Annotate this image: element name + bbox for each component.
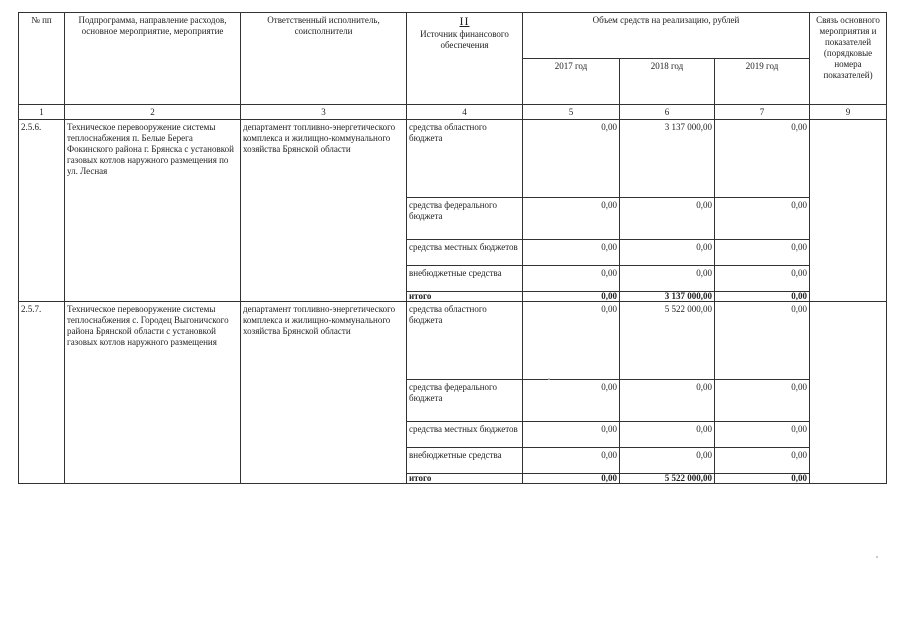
funding-source: средства федерального бюджета bbox=[407, 380, 523, 422]
total-2017: 0,00 bbox=[523, 292, 620, 302]
section-mark: II bbox=[459, 14, 470, 28]
amount-2018: 0,00 bbox=[620, 198, 715, 240]
item-executor: департамент топливно-энергетического комплекса и жилищно-коммунального хозяйства Брянской области bbox=[241, 302, 407, 484]
total-2018: 5 522 000,00 bbox=[620, 474, 715, 484]
scan-speck bbox=[876, 556, 878, 558]
funding-source: средства областного бюджета bbox=[407, 120, 523, 198]
amount-2017: 0,00 bbox=[523, 240, 620, 266]
total-2019: 0,00 bbox=[715, 474, 810, 484]
amount-2017: 0,00 bbox=[523, 266, 620, 292]
amount-2018: 0,00 bbox=[620, 422, 715, 448]
item-number: 2.5.7. bbox=[19, 302, 65, 484]
funding-source: внебюджетные средства bbox=[407, 448, 523, 474]
amount-2017: 0,00 bbox=[523, 422, 620, 448]
amount-2019: 0,00 bbox=[715, 448, 810, 474]
amount-2017: 0,00 bbox=[523, 380, 620, 422]
scan-speck bbox=[548, 378, 550, 380]
column-numbers-row bbox=[19, 105, 887, 120]
funding-source-total: итого bbox=[407, 474, 523, 484]
funding-source: средства областного бюджета bbox=[407, 302, 523, 380]
amount-2019: 0,00 bbox=[715, 240, 810, 266]
amount-2019: 0,00 bbox=[715, 266, 810, 292]
col-number: 9 bbox=[810, 105, 887, 120]
funding-source: внебюджетные средства bbox=[407, 266, 523, 292]
col-number: 4 bbox=[407, 105, 523, 120]
total-2018: 3 137 000,00 bbox=[620, 292, 715, 302]
funding-source: средства местных бюджетов bbox=[407, 422, 523, 448]
funding-source: средства федерального бюджета bbox=[407, 198, 523, 240]
amount-2018: 0,00 bbox=[620, 266, 715, 292]
budget-table bbox=[18, 12, 887, 484]
amount-2019: 0,00 bbox=[715, 120, 810, 198]
table-row bbox=[19, 302, 887, 380]
total-2019: 0,00 bbox=[715, 292, 810, 302]
amount-2019: 0,00 bbox=[715, 380, 810, 422]
item-name: Техническое перевооружение системы теплоснабжения п. Белые Берега Фокинского района г. Брянска с установкой газовых котлов наружного размещения по ул. Лесная bbox=[65, 120, 241, 302]
header-year-2017: 2017 год bbox=[523, 59, 620, 105]
header-source: Источник финансового обеспечения bbox=[420, 29, 509, 50]
funding-source-total: итого bbox=[407, 292, 523, 302]
header-volume: Объем средств на реализацию, рублей bbox=[523, 13, 810, 59]
header-num: № пп bbox=[19, 13, 65, 105]
col-number: 3 bbox=[241, 105, 407, 120]
header-program: Подпрограмма, направление расходов, основное мероприятие, мероприятие bbox=[65, 13, 241, 105]
amount-2017: 0,00 bbox=[523, 198, 620, 240]
amount-2019: 0,00 bbox=[715, 198, 810, 240]
col-number: 6 bbox=[620, 105, 715, 120]
amount-2018: 5 522 000,00 bbox=[620, 302, 715, 380]
amount-2018: 0,00 bbox=[620, 240, 715, 266]
header-source-cell bbox=[407, 13, 523, 105]
item-link bbox=[810, 302, 887, 484]
amount-2019: 0,00 bbox=[715, 302, 810, 380]
amount-2017: 0,00 bbox=[523, 302, 620, 380]
header-year-2019: 2019 год bbox=[715, 59, 810, 105]
col-number: 5 bbox=[523, 105, 620, 120]
table-row bbox=[19, 120, 887, 198]
header-executor: Ответственный исполнитель, соисполнители bbox=[241, 13, 407, 105]
item-link bbox=[810, 120, 887, 302]
header-year-2018: 2018 год bbox=[620, 59, 715, 105]
total-2017: 0,00 bbox=[523, 474, 620, 484]
item-name: Техническое перевооружение системы теплоснабжения с. Городец Выгоничского района Брянской области с установкой газовых котлов наружного размещения bbox=[65, 302, 241, 484]
amount-2017: 0,00 bbox=[523, 448, 620, 474]
header-row bbox=[19, 13, 887, 59]
header-link: Связь основного мероприятия и показателей (порядковые номера показателей) bbox=[810, 13, 887, 105]
amount-2017: 0,00 bbox=[523, 120, 620, 198]
amount-2018: 0,00 bbox=[620, 380, 715, 422]
item-executor: департамент топливно-энергетического комплекса и жилищно-коммунального хозяйства Брянской области bbox=[241, 120, 407, 302]
item-number: 2.5.6. bbox=[19, 120, 65, 302]
col-number: 2 bbox=[65, 105, 241, 120]
col-number: 1 bbox=[19, 105, 65, 120]
amount-2018: 0,00 bbox=[620, 448, 715, 474]
amount-2019: 0,00 bbox=[715, 422, 810, 448]
funding-source: средства местных бюджетов bbox=[407, 240, 523, 266]
amount-2018: 3 137 000,00 bbox=[620, 120, 715, 198]
col-number: 7 bbox=[715, 105, 810, 120]
